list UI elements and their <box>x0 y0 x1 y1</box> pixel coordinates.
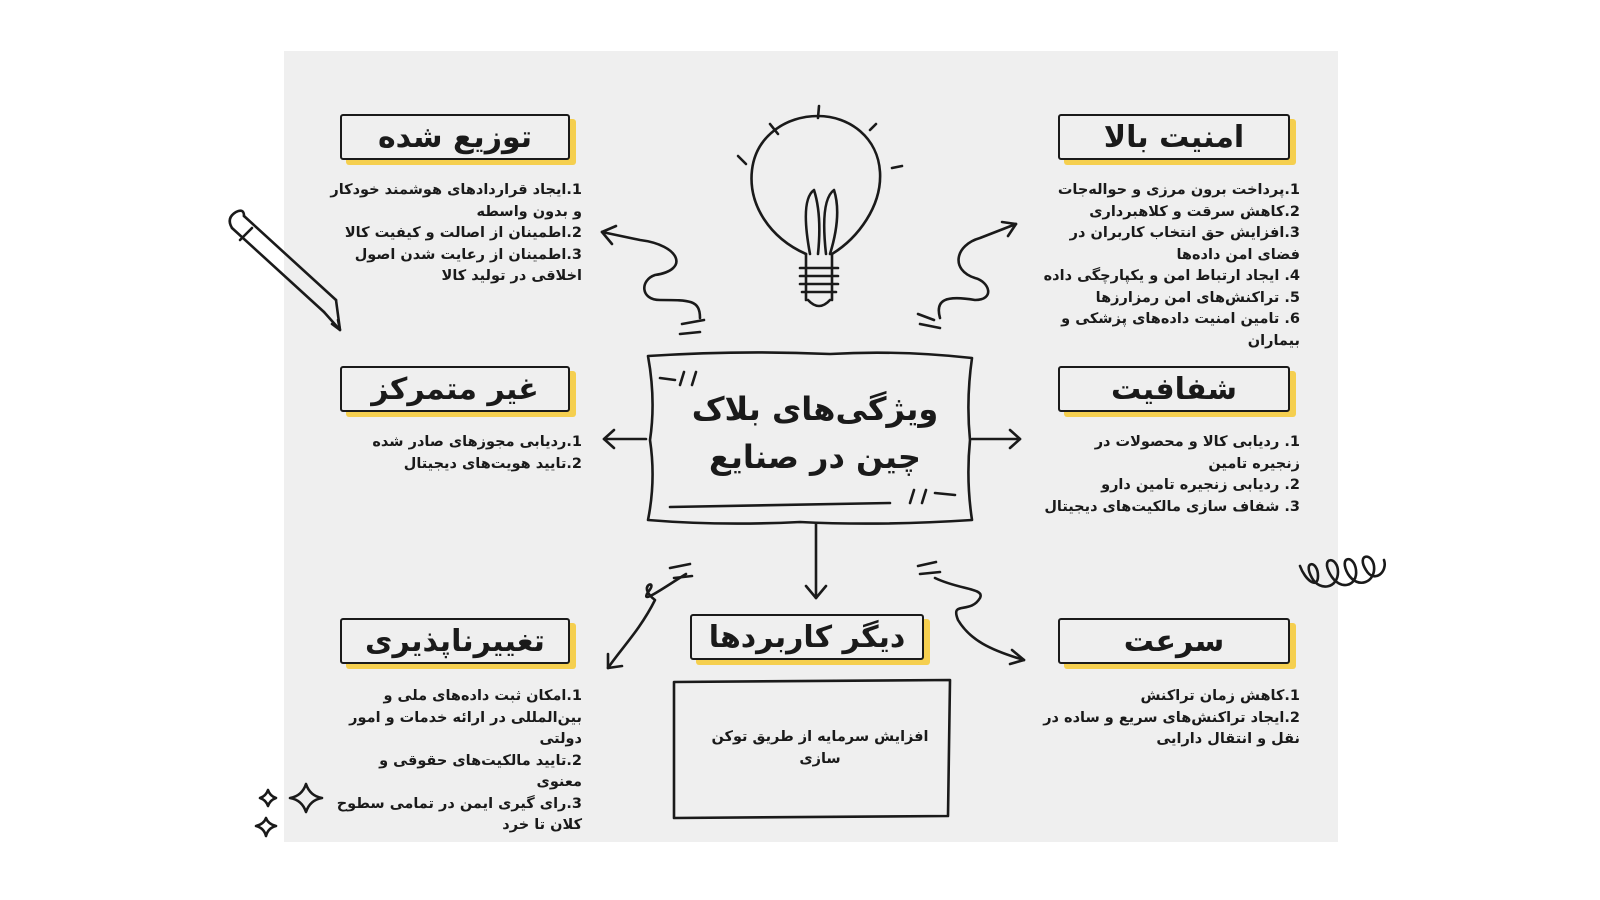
title-decentralized <box>340 366 570 412</box>
list-item: 2.ایجاد تراکنش‌های سریع و ساده در نقل و انتقال دارایی <box>1043 709 1300 747</box>
list-item: 2.تایید هویت‌های دیجیتال <box>403 455 582 472</box>
list-item: 5. تراکنش‌های امن رمزارزها <box>1095 289 1300 306</box>
list-item: 1.کاهش زمان تراکنش <box>1140 688 1300 704</box>
title-distributed-text: توزیع شده <box>377 119 533 155</box>
list-item: 2.اطمینان از اصالت و کیفیت کالا <box>344 225 582 241</box>
center-title: ویژگی‌های بلاک چین در صنایع <box>691 390 939 476</box>
other-uses-text: افزایش سرمایه از طریق توکن سازی <box>711 729 929 767</box>
title-other-uses-text: دیگر کاربردها <box>708 619 906 655</box>
title-other-uses <box>690 614 924 660</box>
title-security <box>1058 114 1290 160</box>
title-speed-text: سرعت <box>1123 623 1225 659</box>
list-speed <box>1042 686 1300 751</box>
list-item: 6. تامین امنیت داده‌های پزشکی و بیماران <box>1061 311 1300 349</box>
list-transparency <box>1042 432 1300 518</box>
list-item: 1.امکان ثبت داده‌های ملی و بین‌المللی در ارائه خدمات و امور دولتی <box>349 688 582 747</box>
title-decentralized-text: غیر متمرکز <box>371 371 539 407</box>
list-item: 3.افزایش حق انتخاب کاربران در فضای امن داده‌ها <box>1069 225 1300 263</box>
list-item: 4. ایجاد ارتباط امن و یکپارچگی داده <box>1043 268 1300 284</box>
title-security-text: امنیت بالا <box>1103 119 1245 155</box>
title-distributed <box>340 114 570 160</box>
title-immutability-text: تغییرناپذیری <box>365 623 545 659</box>
list-item: 2.کاهش سرقت و کلاهبرداری <box>1089 203 1300 220</box>
list-item: 3.اطمینان از رعایت شدن اصول اخلاقی در تولید کالا <box>354 246 582 284</box>
list-item: 2. ردیابی زنجیره تامین دارو <box>1101 477 1300 493</box>
title-transparency-text: شفافیت <box>1110 371 1237 407</box>
list-distributed <box>330 180 582 288</box>
list-item: 3.رای گیری ایمن در تمامی سطوح کلان تا خرد <box>336 795 582 833</box>
list-security <box>1042 180 1300 352</box>
list-item: 1.ایجاد قراردادهای هوشمند خودکار و بدون واسطه <box>330 182 582 220</box>
title-immutability <box>340 618 570 664</box>
list-item: 3. شفاف سازی مالکیت‌های دیجیتال <box>1044 498 1300 515</box>
list-item: 1.ردیابی مجوزهای صادر شده <box>372 434 582 450</box>
title-speed <box>1058 618 1290 664</box>
list-decentralized <box>330 432 582 475</box>
title-transparency <box>1058 366 1290 412</box>
list-immutability <box>330 686 582 837</box>
list-item: 1. ردیابی کالا و محصولات در زنجیره تامین <box>1094 434 1300 472</box>
list-item: 1.پرداخت برون مرزی و حواله‌جات <box>1057 182 1300 198</box>
list-item: 2.تایید مالکیت‌های حقوقی و معنوی <box>379 752 582 790</box>
